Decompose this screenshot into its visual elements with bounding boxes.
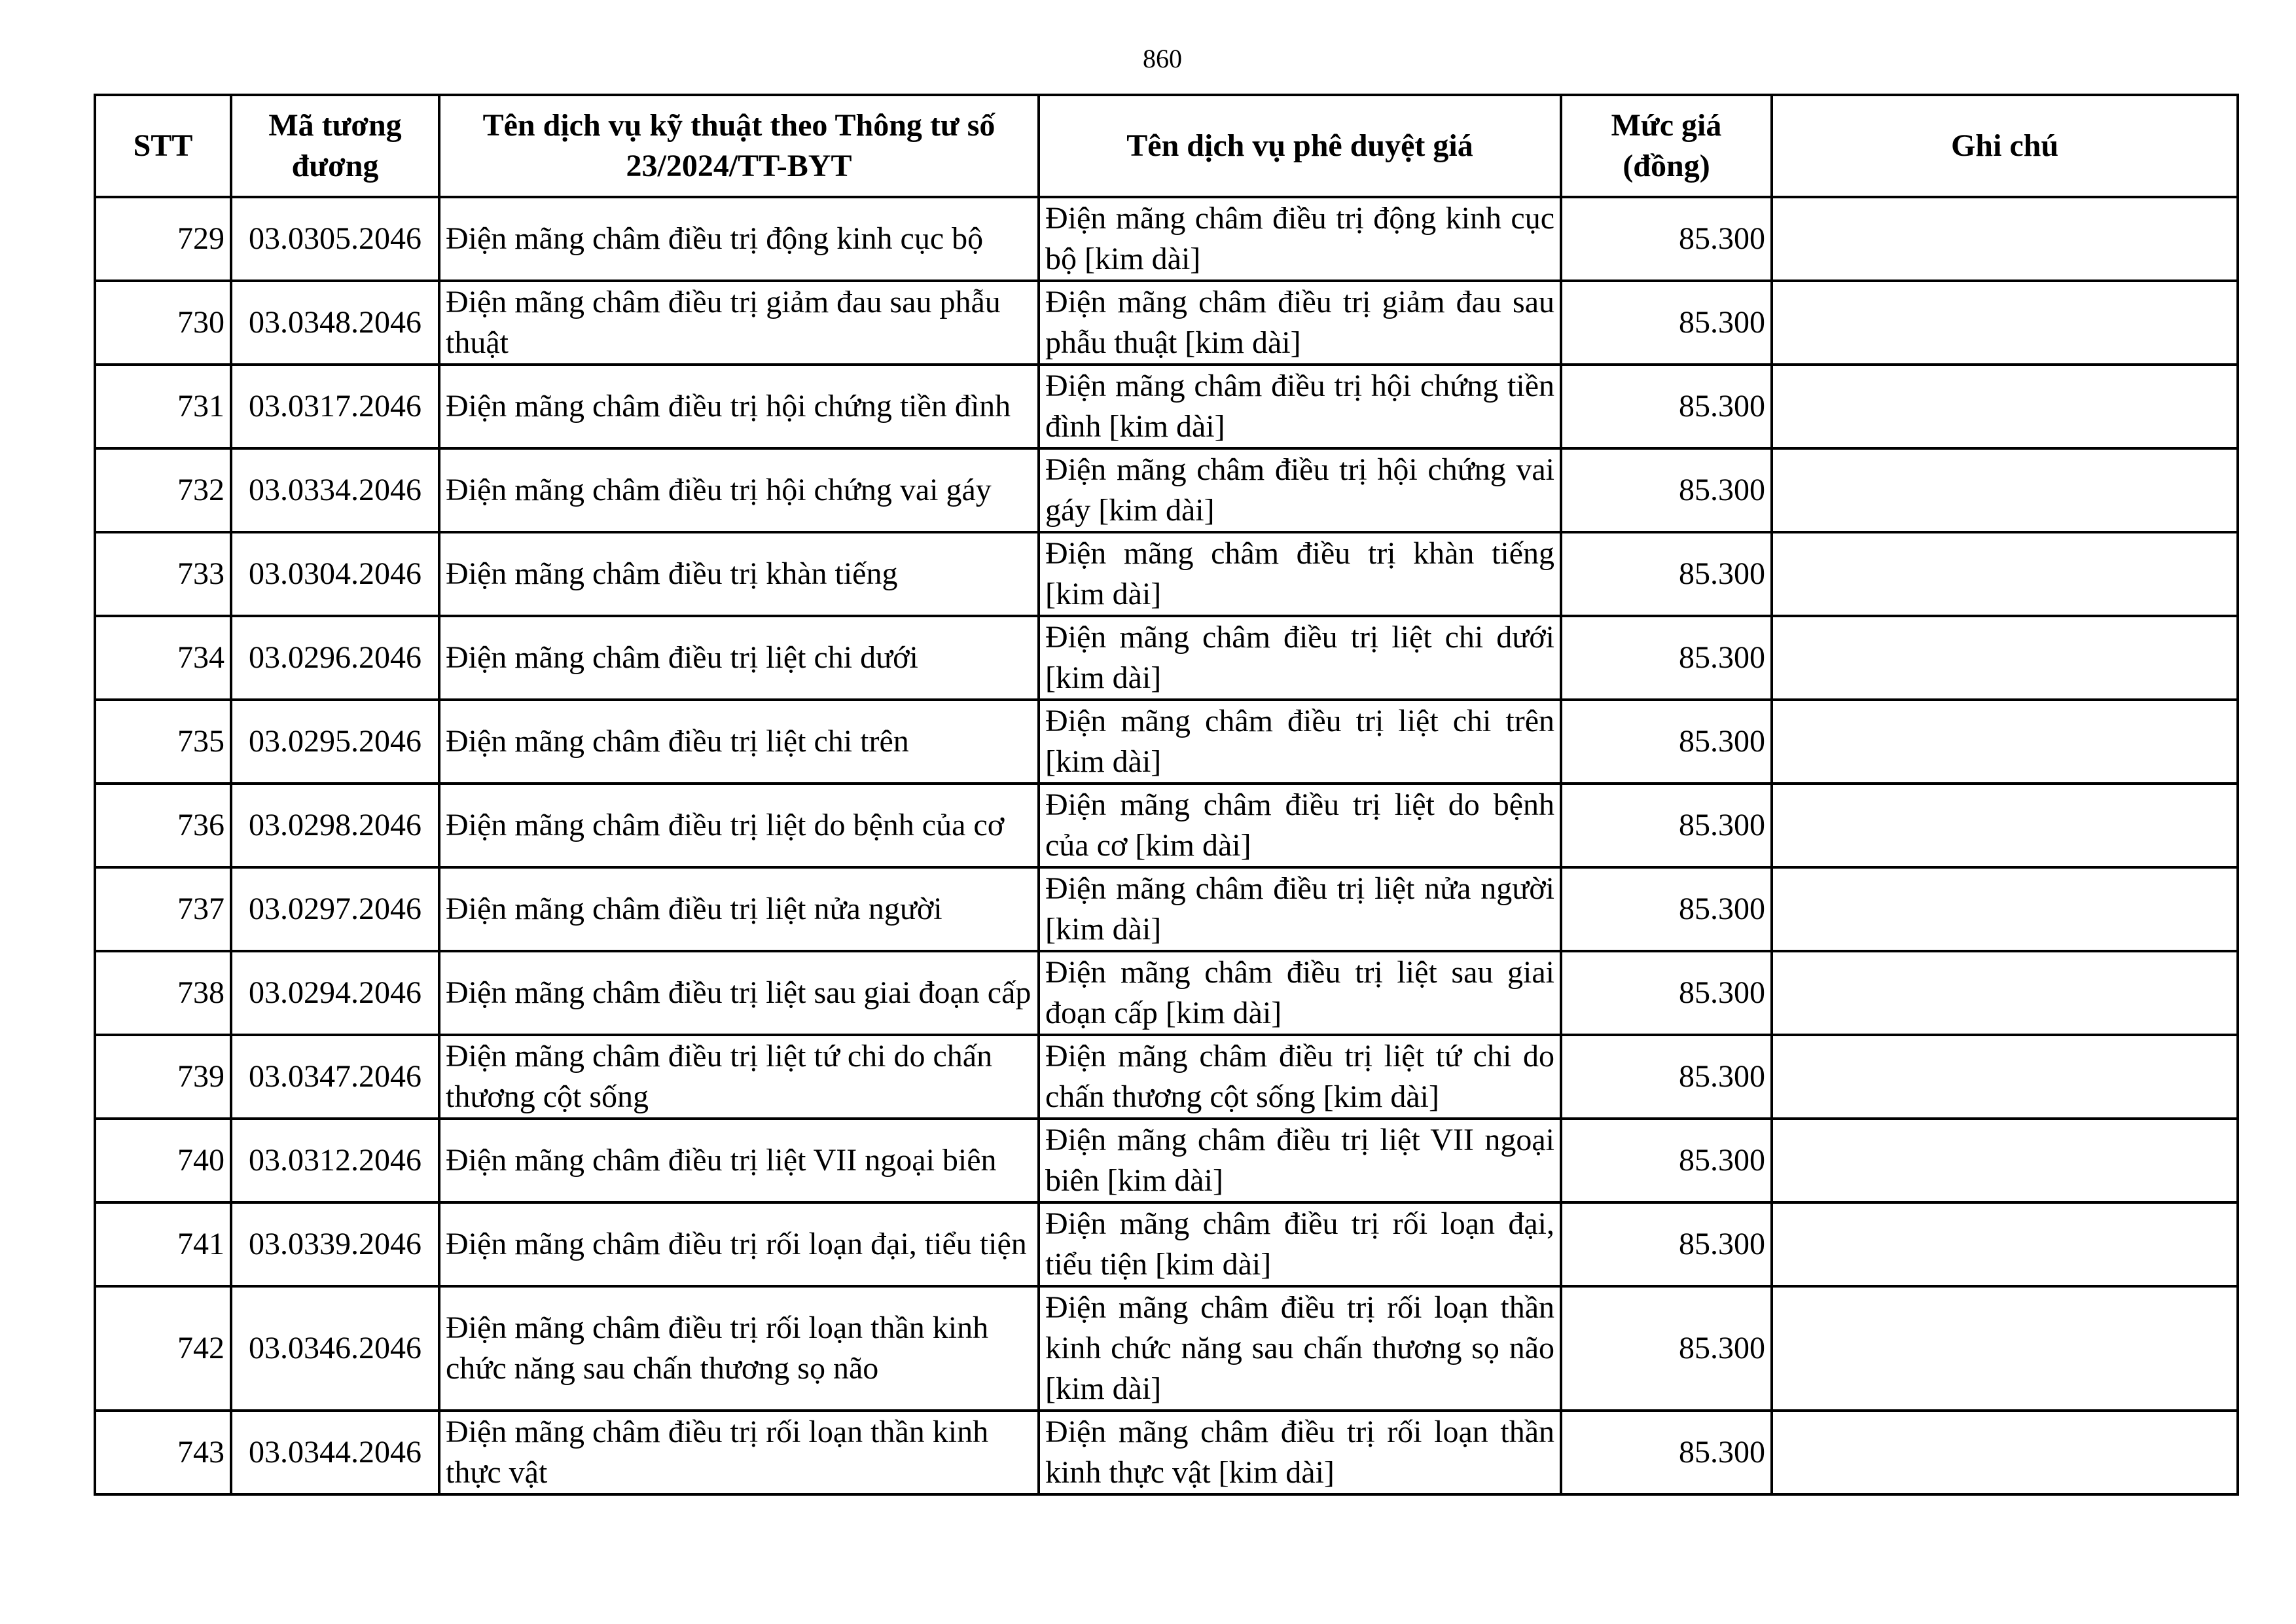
cell-price: 85.300 [1561,616,1772,700]
cell-approved-name: Điện mãng châm điều trị liệt do bệnh của cơ [kim dài] [1039,784,1561,867]
table-row [95,1286,2238,1411]
cell-approved-name: Điện mãng châm điều trị rối loạn thần kinh thực vật [kim dài] [1039,1411,1561,1494]
table-row [95,700,2238,784]
cell-approved-name: Điện mãng châm điều trị động kinh cục bộ [kim dài] [1039,197,1561,281]
cell-note [1772,1119,2238,1202]
table-row [95,281,2238,365]
cell-note [1772,281,2238,365]
header-stt: STT [95,95,231,197]
cell-price: 85.300 [1561,1035,1772,1119]
cell-price: 85.300 [1561,1286,1772,1411]
cell-service-name: Điện mãng châm điều trị hội chứng vai gáy [439,448,1039,532]
cell-code: 03.0294.2046 [231,951,439,1035]
cell-price: 85.300 [1561,281,1772,365]
cell-note [1772,616,2238,700]
cell-service-name: Điện mãng châm điều trị liệt sau giai đoạn cấp [439,951,1039,1035]
cell-approved-name: Điện mãng châm điều trị rối loạn thần kinh chức năng sau chấn thương sọ não [kim dài] [1039,1286,1561,1411]
cell-stt: 729 [95,197,231,281]
cell-service-name: Điện mãng châm điều trị liệt do bệnh của cơ [439,784,1039,867]
cell-code: 03.0312.2046 [231,1119,439,1202]
cell-approved-name: Điện mãng châm điều trị liệt tứ chi do chấn thương cột sống [kim dài] [1039,1035,1561,1119]
cell-service-name: Điện mãng châm điều trị hội chứng tiền đình [439,365,1039,448]
cell-approved-name: Điện mãng châm điều trị giảm đau sau phẫu thuật [kim dài] [1039,281,1561,365]
cell-service-name: Điện mãng châm điều trị liệt chi dưới [439,616,1039,700]
table-row [95,1411,2238,1494]
cell-approved-name: Điện mãng châm điều trị khàn tiếng [kim dài] [1039,532,1561,616]
cell-price: 85.300 [1561,197,1772,281]
cell-stt: 733 [95,532,231,616]
cell-note [1772,1035,2238,1119]
cell-code: 03.0339.2046 [231,1202,439,1286]
cell-price: 85.300 [1561,365,1772,448]
cell-note [1772,1411,2238,1494]
header-code: Mã tương đương [231,95,439,197]
cell-stt: 732 [95,448,231,532]
cell-note [1772,1286,2238,1411]
cell-code: 03.0304.2046 [231,532,439,616]
table-row [95,448,2238,532]
page-number: 860 [1143,44,1182,73]
cell-note [1772,700,2238,784]
cell-code: 03.0344.2046 [231,1411,439,1494]
cell-price: 85.300 [1561,1119,1772,1202]
cell-service-name: Điện mãng châm điều trị liệt tứ chi do chấn thương cột sống [439,1035,1039,1119]
table-row [95,532,2238,616]
header-service-name: Tên dịch vụ kỹ thuật theo Thông tư số 23/2024/TT-BYT [439,95,1039,197]
cell-price: 85.300 [1561,448,1772,532]
cell-code: 03.0296.2046 [231,616,439,700]
cell-service-name: Điện mãng châm điều trị liệt VII ngoại biên [439,1119,1039,1202]
table-row [95,951,2238,1035]
table-row [95,1119,2238,1202]
cell-code: 03.0305.2046 [231,197,439,281]
cell-service-name: Điện mãng châm điều trị liệt chi trên [439,700,1039,784]
cell-price: 85.300 [1561,1202,1772,1286]
cell-code: 03.0295.2046 [231,700,439,784]
cell-price: 85.300 [1561,867,1772,951]
cell-code: 03.0317.2046 [231,365,439,448]
table-row [95,1035,2238,1119]
cell-note [1772,951,2238,1035]
cell-note [1772,1202,2238,1286]
cell-stt: 743 [95,1411,231,1494]
cell-stt: 738 [95,951,231,1035]
table-row [95,867,2238,951]
cell-price: 85.300 [1561,700,1772,784]
table-header-row [95,95,2238,197]
cell-note [1772,448,2238,532]
cell-stt: 742 [95,1286,231,1411]
cell-service-name: Điện mãng châm điều trị rối loạn thần kinh thực vật [439,1411,1039,1494]
table-row [95,1202,2238,1286]
price-table [94,94,2239,1496]
table-body [95,197,2238,1494]
cell-approved-name: Điện mãng châm điều trị liệt sau giai đoạn cấp [kim dài] [1039,951,1561,1035]
cell-code: 03.0298.2046 [231,784,439,867]
table-row [95,616,2238,700]
cell-note [1772,532,2238,616]
cell-stt: 737 [95,867,231,951]
cell-approved-name: Điện mãng châm điều trị hội chứng tiền đình [kim dài] [1039,365,1561,448]
cell-stt: 730 [95,281,231,365]
cell-code: 03.0297.2046 [231,867,439,951]
cell-code: 03.0346.2046 [231,1286,439,1411]
cell-approved-name: Điện mãng châm điều trị rối loạn đại, tiểu tiện [kim dài] [1039,1202,1561,1286]
table-row [95,784,2238,867]
table-row [95,365,2238,448]
header-note: Ghi chú [1772,95,2238,197]
cell-service-name: Điện mãng châm điều trị rối loạn thần kinh chức năng sau chấn thương sọ não [439,1286,1039,1411]
header-approved-name: Tên dịch vụ phê duyệt giá [1039,95,1561,197]
cell-approved-name: Điện mãng châm điều trị liệt nửa người [kim dài] [1039,867,1561,951]
cell-note [1772,784,2238,867]
cell-approved-name: Điện mãng châm điều trị liệt VII ngoại biên [kim dài] [1039,1119,1561,1202]
cell-stt: 736 [95,784,231,867]
cell-stt: 731 [95,365,231,448]
cell-stt: 741 [95,1202,231,1286]
cell-note [1772,867,2238,951]
cell-service-name: Điện mãng châm điều trị rối loạn đại, tiểu tiện [439,1202,1039,1286]
cell-price: 85.300 [1561,532,1772,616]
cell-stt: 739 [95,1035,231,1119]
cell-service-name: Điện mãng châm điều trị liệt nửa người [439,867,1039,951]
header-price: Mức giá (đồng) [1561,95,1772,197]
cell-code: 03.0348.2046 [231,281,439,365]
cell-stt: 734 [95,616,231,700]
cell-stt: 735 [95,700,231,784]
cell-price: 85.300 [1561,1411,1772,1494]
table-row [95,197,2238,281]
cell-code: 03.0334.2046 [231,448,439,532]
cell-approved-name: Điện mãng châm điều trị liệt chi trên [kim dài] [1039,700,1561,784]
cell-stt: 740 [95,1119,231,1202]
cell-code: 03.0347.2046 [231,1035,439,1119]
cell-price: 85.300 [1561,951,1772,1035]
cell-approved-name: Điện mãng châm điều trị liệt chi dưới [kim dài] [1039,616,1561,700]
cell-service-name: Điện mãng châm điều trị giảm đau sau phẫu thuật [439,281,1039,365]
cell-service-name: Điện mãng châm điều trị động kinh cục bộ [439,197,1039,281]
cell-service-name: Điện mãng châm điều trị khàn tiếng [439,532,1039,616]
cell-price: 85.300 [1561,784,1772,867]
cell-note [1772,365,2238,448]
cell-note [1772,197,2238,281]
cell-approved-name: Điện mãng châm điều trị hội chứng vai gáy [kim dài] [1039,448,1561,532]
